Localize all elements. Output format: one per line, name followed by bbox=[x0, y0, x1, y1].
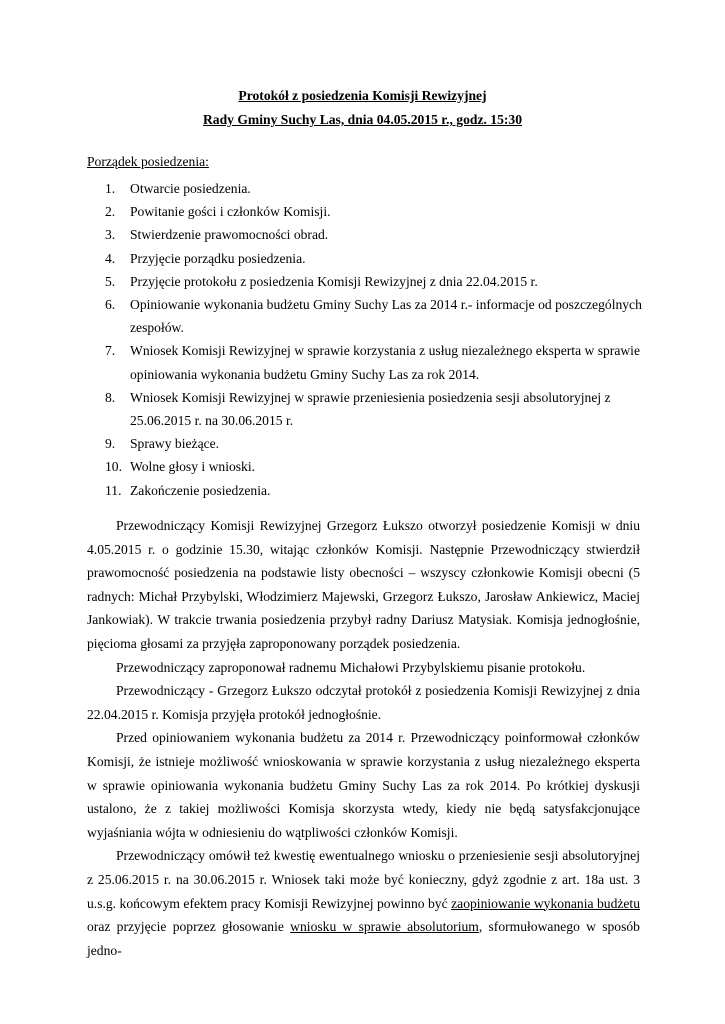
agenda-item-text: Opiniowanie wykonania budżetu Gminy Suchy Las za 2014 r.- informacje od poszczególnych zespołów. bbox=[130, 297, 642, 336]
paragraph-session-move-text-c: , sformułowanego w sposób jedno- bbox=[87, 919, 640, 958]
title-line-1: Protokół z posiedzenia Komisji Rewizyjnej bbox=[238, 88, 487, 103]
agenda-item-number: 8. bbox=[105, 389, 116, 405]
paragraph-previous-protocol: Przewodniczący - Grzegorz Łukszo odczytał protokół z posiedzenia Komisji Rewizyjnej z dnia 22.04.2015 r. Komisja przyjęła protokół jednogłośnie. bbox=[87, 683, 640, 722]
paragraph-protocol-writer: Przewodniczący zaproponował radnemu Michałowi Przybylskiemu pisanie protokołu. bbox=[116, 659, 586, 675]
agenda-item bbox=[87, 386, 647, 432]
agenda-item-number: 5. bbox=[105, 273, 116, 289]
agenda-item-number: 7. bbox=[105, 343, 116, 359]
agenda-heading: Porządek posiedzenia: bbox=[87, 154, 209, 169]
paragraph-budget-expert: Przed opiniowaniem wykonania budżetu za 2014 r. Przewodniczący poinformował członków Komisji, że istnieje możliwość wnioskowania w sprawie korzystania z usług niezależnego eksperta w sprawie opiniowania wykonania budżetu Gminy Suchy Las za rok 2014. Po krótkiej dyskusji ustalono, że z takiej możliwości Komisja skorzysta wtedy, kiedy nie będą satysfakcjonujące wyjaśniania wójta w odniesieniu do wątpliwości członków Komisji. bbox=[87, 730, 640, 840]
agenda-item-number: 11. bbox=[105, 482, 122, 498]
agenda-item bbox=[87, 293, 647, 339]
agenda-item bbox=[87, 339, 647, 385]
agenda-item-number: 1. bbox=[105, 181, 116, 196]
agenda-item bbox=[87, 479, 647, 502]
agenda-item-text: Sprawy bieżące. bbox=[130, 436, 220, 452]
agenda-item-text: Wolne głosy i wnioski. bbox=[130, 459, 256, 475]
agenda-item bbox=[87, 177, 647, 200]
paragraph-session-move bbox=[87, 844, 640, 962]
agenda-item-text: Przyjęcie porządku posiedzenia. bbox=[130, 250, 306, 266]
paragraph-session-move-text-a: Przewodniczący omówił też kwestię ewentualnego wniosku o przeniesienie sesji absolutoryjnej z 25.06.2015 r. na 30.06.2015 r. Wniosek taki może być konieczny, gdyż zgodnie z art. 18a ust. 3 u.s.g. końcowym efektem pracy Komisji Rewizyjnej powinno być bbox=[87, 848, 640, 911]
agenda-item-text: Stwierdzenie prawomocności obrad. bbox=[130, 227, 329, 243]
agenda-item-text: Zakończenie posiedzenia. bbox=[130, 482, 271, 498]
agenda-item bbox=[87, 247, 647, 270]
agenda-item bbox=[87, 270, 647, 293]
paragraph-opening: Przewodniczący Komisji Rewizyjnej Grzegorz Łukszo otworzył posiedzenie Komisji w dniu 4.05.2015 r. o godzinie 15.30, witając członków Komisji. Następnie Przewodniczący stwierdził prawomocność posiedzenia na podstawie listy obecności – wszyscy członkowie Komisji obecni (5 radnych: Michał Przybylski, Włodzimierz Majewski, Grzegorz Łukszo, Jarosław Ankiewicz, Maciej Jankowiak). W trakcie trwania posiedzenia przybył radny Dariusz Matysiak. Komisja jednogłośnie, pięcioma głosami za przyjęła zaproponowany porządek posiedzenia. bbox=[87, 518, 640, 651]
agenda-item-number: 6. bbox=[105, 297, 116, 313]
agenda-item-text: Otwarcie posiedzenia. bbox=[130, 181, 251, 196]
title-line-2: Rady Gminy Suchy Las, dnia 04.05.2015 r., godz. 15:30 bbox=[202, 112, 522, 127]
agenda-item-number: 9. bbox=[105, 436, 116, 452]
agenda-item-text: Przyjęcie protokołu z posiedzenia Komisji Rewizyjnej z dnia 22.04.2015 r. bbox=[130, 273, 538, 289]
agenda-item-number: 10. bbox=[105, 459, 122, 475]
agenda-item bbox=[87, 455, 647, 478]
agenda-item-number: 2. bbox=[105, 204, 116, 220]
agenda-item bbox=[87, 223, 647, 246]
agenda-item-text: Wniosek Komisji Rewizyjnej w sprawie przeniesienia posiedzenia sesji absolutoryjnej z 25.06.2015 r. na 30.06.2015 r. bbox=[130, 389, 611, 429]
agenda-item bbox=[87, 200, 647, 223]
protocol-body bbox=[87, 514, 640, 962]
agenda-item-number: 3. bbox=[105, 227, 116, 243]
agenda-item-number: 4. bbox=[105, 250, 116, 266]
underlined-absolutorium-motion: wniosku w sprawie absolutorium bbox=[290, 919, 479, 935]
paragraph-session-move-text-b: oraz przyjęcie poprzez głosowanie bbox=[87, 919, 291, 935]
agenda-item-text: Powitanie gości i członków Komisji. bbox=[130, 204, 331, 220]
agenda-item-text: Wniosek Komisji Rewizyjnej w sprawie korzystania z usług niezależnego eksperta w sprawie opiniowania wykonania budżetu Gminy Suchy Las za rok 2014. bbox=[130, 343, 640, 382]
agenda-item bbox=[87, 432, 647, 455]
underlined-budget-opinion: zaopiniowanie wykonania budżetu bbox=[451, 895, 641, 911]
agenda-list bbox=[87, 177, 647, 502]
